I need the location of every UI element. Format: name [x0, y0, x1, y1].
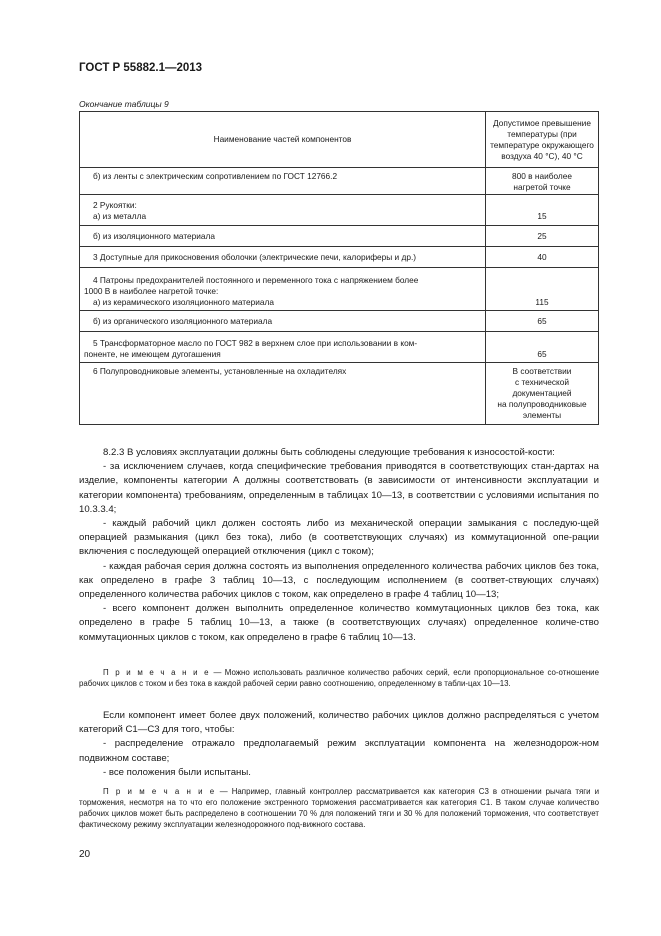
table-row: 4 Патроны предохранителей постоянного и переменного тока с напряжением более 1000 В в наиболее нагретой точке: а) из керамического изоляционного материала 115 — [80, 268, 599, 311]
table-row: б) из ленты с электрическим сопротивлением по ГОСТ 12766.2 800 в наиболее нагретой точке — [80, 168, 599, 195]
table-row: б) из органического изоляционного материала 65 — [80, 311, 599, 332]
paragraph: - все положения были испытаны. — [103, 766, 251, 778]
col1-header: Наименование частей компонентов — [80, 112, 486, 168]
paragraph: - распределение отражало предполагаемый режим эксплуатации компонента на железнодорож-ном подвижном составе; — [79, 738, 599, 764]
page-number: 20 — [79, 849, 91, 860]
paragraph: - каждый рабочий цикл должен состоять либо из механической операции замыкания с последую-щей операцией размыкания (цикл без тока), либо (в соответствующих случаях) из коммутационной опе-рации включения с последующей операцией отключения (цикл с током); — [79, 518, 599, 558]
table-row: 5 Трансформаторное масло по ГОСТ 982 в верхнем слое при использовании в ком- поненте, не имеющем дугогашения 65 — [80, 332, 599, 363]
note-label: П р и м е ч а н и е — [103, 787, 216, 796]
paragraph: Если компонент имеет более двух положений, количество рабочих циклов должно распределяться с учетом категорий С1—С3 для того, чтобы: — [79, 710, 599, 736]
table-9 — [79, 111, 599, 425]
note-text: — Можно использовать различное количество рабочих серий, если пропорциональное со-отношение рабочих циклов с током и без тока в каждой рабочей серии равно соотношению, определенному в табли-цах 10—13. — [79, 668, 599, 688]
body-text-block-1 — [79, 446, 599, 645]
table-header-row — [80, 112, 599, 168]
note-label: П р и м е ч а н и е — [103, 668, 211, 677]
paragraph: - за исключением случаев, когда специфические требования приводятся в соответствующих стан-дартах на изделие, компоненты категории А должны соответствовать (в зависимости от интенсивности эксплуатации и категории компонента) требованиям, определенным в таблицах 10—13, в соответствии с условиями испытания по 10.3.3.4; — [79, 461, 599, 515]
note-1 — [79, 667, 599, 689]
body-text-block-2 — [79, 709, 599, 780]
table-row: 6 Полупроводниковые элементы, установленные на охладителях В соответствии с технической документацией на полупроводниковые элементы — [80, 363, 599, 425]
paragraph: - всего компонент должен выполнить определенное количество коммутационных циклов без тока, как определено в графе 5 таблиц 10—13, а также (в соответствующих случаях) определенное количе-ство коммутационных циклов с током, как определено в графе 6 таблиц 10—13. — [79, 603, 599, 643]
document-header: ГОСТ Р 55882.1—2013 — [79, 62, 203, 74]
table-caption: Окончание таблицы 9 — [79, 99, 169, 109]
paragraph-8-2-3: 8.2.3 В условиях эксплуатации должны быть соблюдены следующие требования к износостой-кости: — [103, 447, 555, 458]
table-row: 2 Рукоятки: а) из металла 15 — [80, 195, 599, 226]
paragraph: - каждая рабочая серия должна состоять из выполнения определенного количества рабочих циклов без тока, как определено в графе 3 таблиц 10—13, с последующим исполнением (в соответ-ствующих случаях) определенного количества рабочих циклов с током, как определено в графе 4 таблиц 10—13; — [79, 560, 599, 601]
table-row: 3 Доступные для прикосновения оболочки (электрические печи, калориферы и др.) 40 — [80, 247, 599, 268]
table-row: б) из изоляционного материала 25 — [80, 226, 599, 247]
col2-header: Допустимое превышение температуры (при температуре окружающего воздуха 40 °С), 40 °С — [486, 112, 599, 168]
note-2 — [79, 786, 599, 830]
note-text: — Например, главный контроллер рассматривается как категория С3 в отношении рычага тяги и торможения, несмотря на то что его положение экстренного торможения рассматривается как категория С1. В таком случае количество рабочих циклов может быть распределено в соотношении 70 % для положений тяги и 30 % для положений торможения, что соответствует фактическому режиму эксплуатации железнодорожного под-вижного состава. — [79, 787, 599, 829]
